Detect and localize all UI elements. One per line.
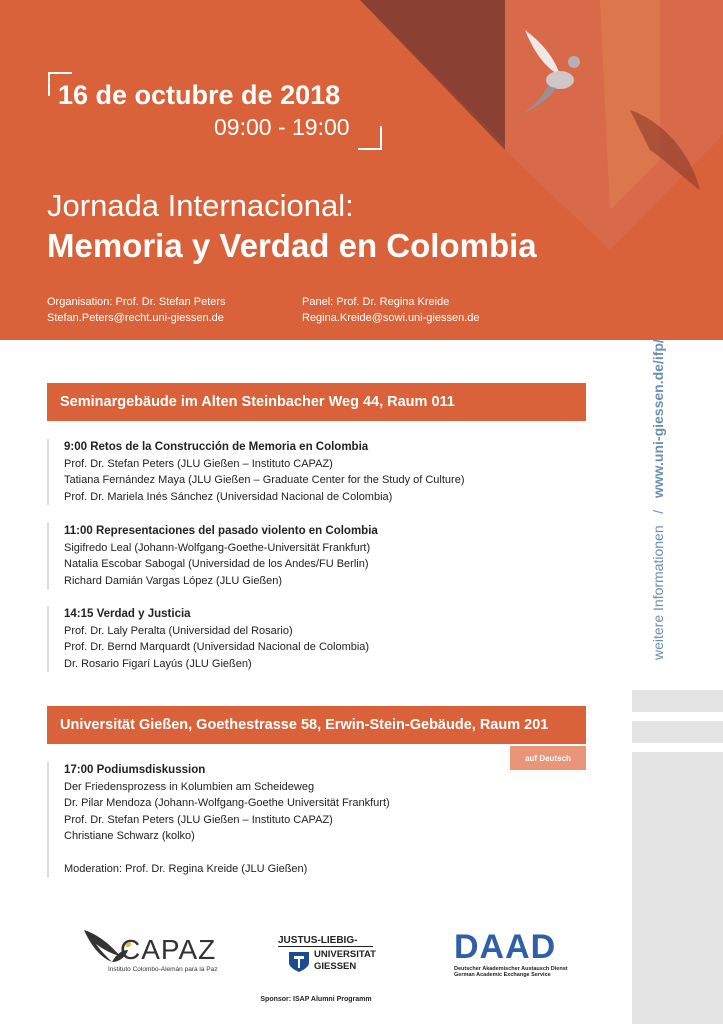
- wall-photo: [0, 0, 723, 340]
- session-block: [47, 762, 390, 877]
- speaker-line: Prof. Dr. Mariela Inés Sánchez (Universidad Nacional de Colombia): [64, 490, 393, 503]
- daad-subtitle-en: German Academic Exchange Service: [454, 972, 551, 978]
- side-info-label: weitere Informationen: [650, 525, 666, 660]
- side-url-link[interactable]: www.uni-giessen.de/ifp/: [650, 339, 666, 499]
- organisation-label: Organisation: Prof. Dr. Stefan Peters: [47, 296, 226, 308]
- speaker-line: Tatiana Fernández Maya (JLU Gießen – Graduate Center for the Study of Culture): [64, 474, 465, 486]
- daad-logo: [454, 930, 568, 978]
- speaker-line: Natalia Escobar Sabogal (Universidad de los Andes/FU Berlin): [64, 558, 369, 570]
- daad-name: DAAD: [454, 928, 557, 966]
- side-separator: /: [650, 509, 666, 514]
- event-title-line1: Jornada Internacional:: [47, 188, 354, 223]
- organisation-email[interactable]: Stefan.Peters@recht.uni-giessen.de: [47, 312, 224, 324]
- jlu-logo: [278, 935, 376, 972]
- sponsor-line: Sponsor: ISAP Alumni Programm: [260, 996, 372, 1003]
- panel-email[interactable]: Regina.Kreide@sowi.uni-giessen.de: [302, 312, 480, 324]
- venue1-bar: Seminargebäude im Alten Steinbacher Weg 44, Raum 011: [47, 383, 586, 421]
- speaker-line: Prof. Dr. Bernd Marquardt (Universidad Nacional de Colombia): [64, 641, 370, 653]
- speaker-line: Dr. Pilar Mendoza (Johann-Wolfgang-Goethe Universität Frankfurt): [64, 797, 390, 809]
- moderation-line: Moderation: Prof. Dr. Regina Kreide (JLU Gießen): [64, 862, 308, 875]
- speaker-line: Sigifredo Leal (Johann-Wolfgang-Goethe-Universität Frankfurt): [64, 541, 371, 554]
- session-block: [47, 606, 369, 672]
- panel-contact: [302, 294, 480, 326]
- event-title-line2: Memoria y Verdad en Colombia: [47, 227, 537, 264]
- speaker-line: Richard Damián Vargas López (JLU Gießen): [64, 574, 283, 587]
- daad-subtitle-de: Deutscher Akademischer Austausch Dienst: [454, 966, 568, 972]
- organisation-contact: [47, 294, 226, 326]
- speaker-line: Der Friedensprozess in Kolumbien am Scheideweg: [64, 780, 315, 793]
- speaker-line: Prof. Dr. Laly Peralta (Universidad del Rosario): [64, 624, 293, 637]
- session-block: [47, 439, 464, 505]
- jlu-line2: UNIVERSITAT: [314, 949, 376, 960]
- session-title: 9:00 Retos de la Construcción de Memoria en Colombia: [64, 441, 369, 453]
- session-title: 14:15 Verdad y Justicia: [64, 608, 191, 620]
- speaker-line: Christiane Schwarz (kolko): [64, 830, 195, 842]
- session-title: 11:00 Representaciones del pasado violento en Colombia: [64, 525, 378, 537]
- session-title: 17:00 Podiumsdiskussion: [64, 764, 206, 776]
- jlu-line3: GIESSEN: [314, 961, 357, 972]
- capaz-subtitle: Instituto Colombo-Alemán para la Paz: [108, 966, 218, 973]
- jlu-line1: JUSTUS-LIEBIG-: [278, 935, 373, 947]
- capaz-logo: [82, 924, 232, 981]
- bracket-bottom-right: [358, 126, 382, 150]
- side-stripe: [632, 721, 723, 743]
- speaker-line: Dr. Rosario Figarí Layús (JLU Gießen): [64, 657, 252, 670]
- side-stripe: [632, 752, 723, 1024]
- event-date: 16 de octubre de 2018: [58, 80, 341, 110]
- venue2-bar: Universität Gießen, Goethestrasse 58, Erwin-Stein-Gebäude, Raum 201: [47, 706, 586, 744]
- speaker-line: Prof. Dr. Stefan Peters (JLU Gießen – Instituto CAPAZ): [64, 457, 333, 470]
- jlu-crest-icon: [288, 951, 310, 973]
- session-block: [47, 523, 378, 589]
- side-stripe: [632, 690, 723, 712]
- panel-label: Panel: Prof. Dr. Regina Kreide: [302, 296, 450, 308]
- language-badge: auf Deutsch: [510, 746, 586, 770]
- event-time: 09:00 - 19:00: [214, 114, 350, 140]
- speaker-line: Prof. Dr. Stefan Peters (JLU Gießen – Instituto CAPAZ): [64, 813, 333, 826]
- capaz-name: CAPAZ: [120, 934, 217, 965]
- side-info: [650, 330, 666, 660]
